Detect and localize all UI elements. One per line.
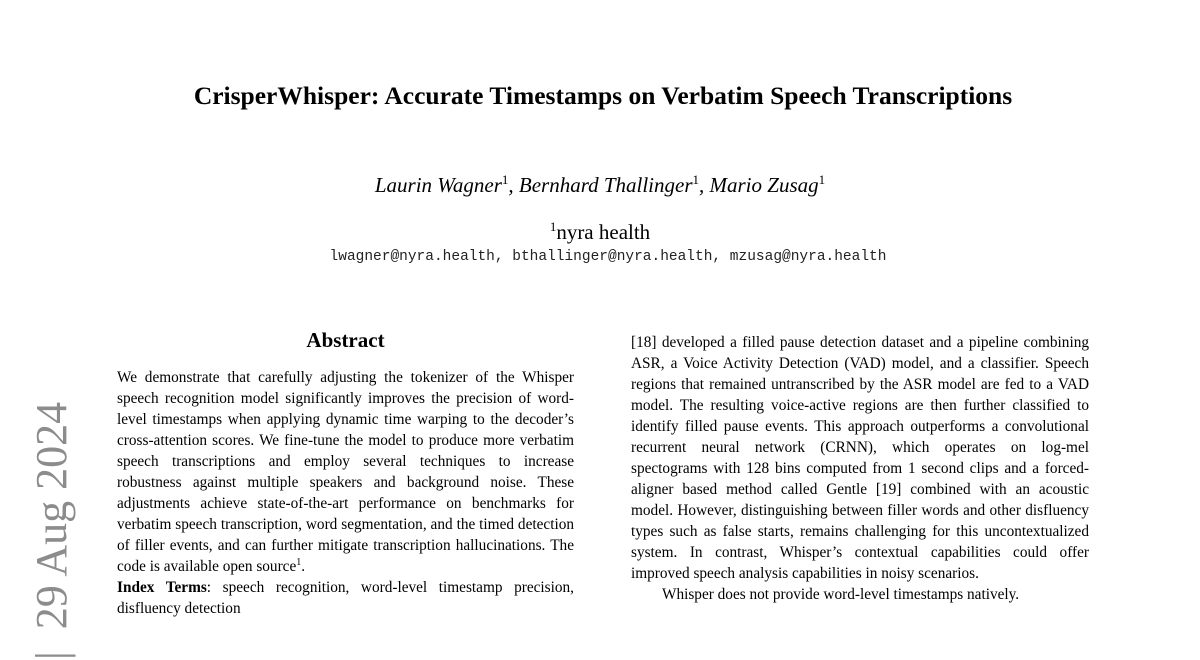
paper-title: CrisperWhisper: Accurate Timestamps on Verbatim Speech Transcriptions [193, 81, 1013, 110]
abstract-end: . [301, 558, 306, 575]
body-paragraph: [18] developed a filled pause detection dataset and a pipeline combining ASR, a Voice Activity Detection (VAD) model, and a classifier. Speech regions that remained untranscribed by the ASR model are fed to a VAD model. The resulting voice-active regions are then further classified to identify filled pause events. This approach outperforms a convolutional recurrent neural network (CRNN), which operates on log-mel spectograms with 128 bins computed from 1 second clips and a forced-aligner based method called Gentle [19] combined with an acoustic model. However, distinguishing between filler words and other disfluency types such as false starts, remains challenging for this uncontextualized system. In contrast, Whisper’s contextual capabilities could offer improved speech analysis capabilities in noisy scenarios. [631, 334, 1089, 582]
author-name: Laurin Wagner [374, 173, 502, 197]
arxiv-stamp [27, 401, 76, 660]
index-terms [117, 577, 574, 619]
index-terms-text: : speech recognition, word-level timestamp precision, disfluency detection [117, 579, 574, 617]
abstract-text: We demonstrate that carefully adjusting the tokenizer of the Whisper speech recognition model significantly improves the precision of word-level timestamps when applying dynamic time warping to the decoder’s cross-attention scores. We fine-tune the model to produce more verbatim speech transcriptions and employ several techniques to increase robustness against multiple speakers and background noise. These adjustments achieve state-of-the-art performance on benchmarks for verbatim speech transcription, word segmentation, and the timed detection of filler events, and can further mitigate transcription hallucinations. The code is available open source [117, 369, 574, 575]
author-emails: lwagner@nyra.health, bthallinger@nyra.health, mzusag@nyra.health [329, 249, 887, 265]
affiliation-mark: 1 [818, 172, 826, 187]
index-terms-label: Index Terms [117, 579, 207, 596]
author-list: Laurin Wagner$^1$, Bernhard Thallinger$^1$, Mario Zusag$^1$ [374, 172, 826, 197]
right-column [631, 332, 1089, 605]
affiliation-mark: 1 [692, 172, 700, 187]
affiliation [0, 213, 1200, 246]
arxiv-bar: | [27, 651, 76, 660]
abstract-body [117, 367, 574, 577]
affiliation-mark: 1 [549, 219, 557, 234]
affiliation-mark: 1 [501, 172, 509, 187]
abstract-heading: Abstract [306, 328, 385, 352]
affiliation-name: nyra health [556, 220, 651, 244]
body-paragraph: Whisper does not provide word-level timestamps natively. [662, 586, 1020, 603]
abstract-column [117, 367, 574, 619]
author-name: Bernhard Thallinger [518, 173, 693, 197]
author-name: Mario Zusag [709, 173, 819, 197]
footnote-mark: 1 [296, 556, 302, 568]
arxiv-date: 29 Aug 2024 [27, 401, 76, 630]
